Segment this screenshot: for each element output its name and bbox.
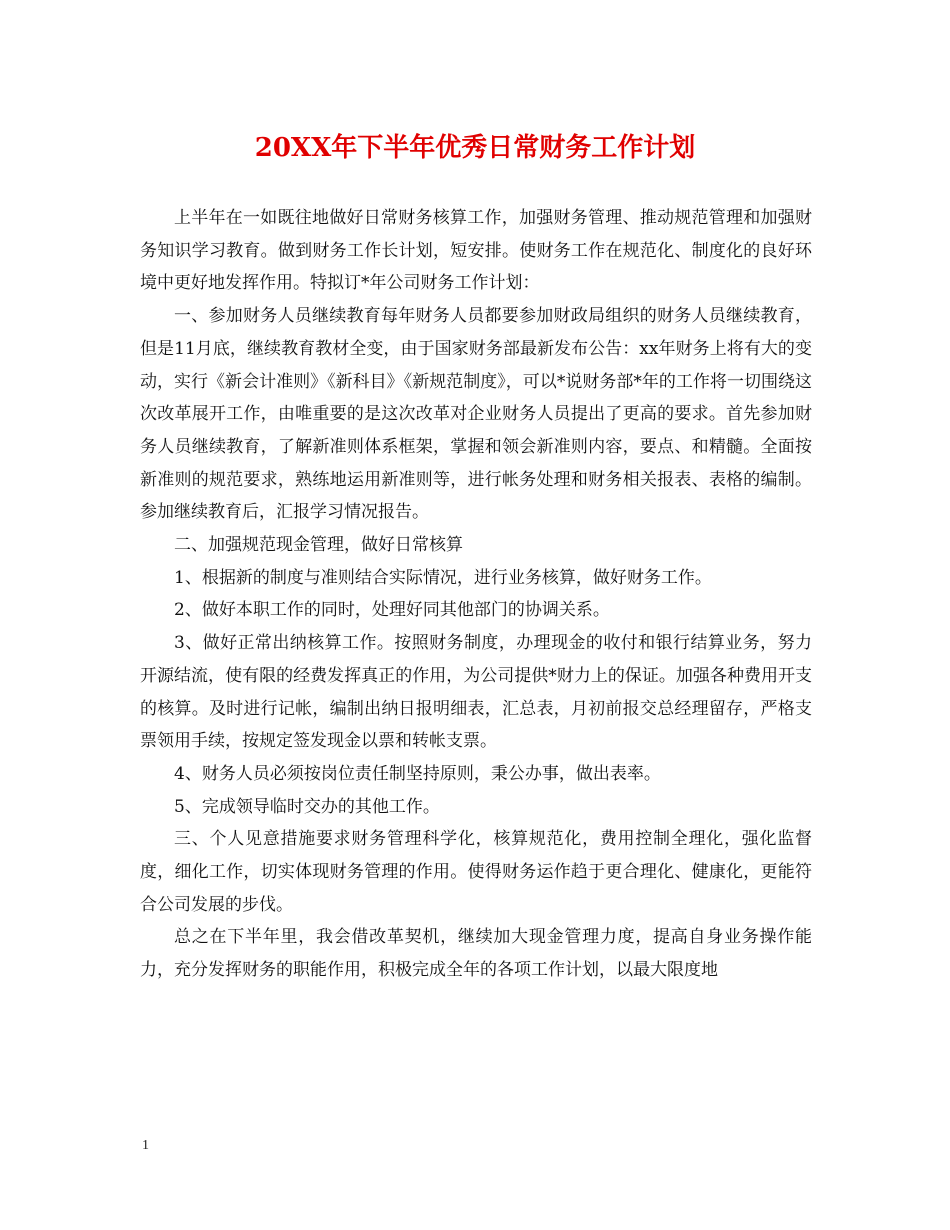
document-body [140,202,812,987]
paragraph-section-two-heading: 二、加强规范现金管理，做好日常核算 [174,535,463,556]
paragraph-item-3: 3、做好正常出纳核算工作。按照财务制度，办理现金的收付和银行结算业务，努力开源结流，使有限的经费发挥真正的作用，为公司提供*财力上的保证。加强各种费用开支的核算。及时进行记帐，编制出纳日报明细表，汇总表，月初前报交总经理留存，严格支票领用手续，按规定签发现金以票和转帐支票。 [140,633,812,752]
paragraph-item-2: 2、做好本职工作的同时，处理好同其他部门的协调关系。 [174,600,610,621]
paragraph-section-three: 三、个人见意措施要求财务管理科学化，核算规范化，费用控制全理化，强化监督度，细化工作，切实体现财务管理的作用。使得财务运作趋于更合理化、健康化，更能符合公司发展的步伐。 [140,829,812,915]
paragraph-item-4: 4、财务人员必须按岗位责任制坚持原则，秉公办事，做出表率。 [174,763,661,784]
paragraph-intro: 上半年在一如既往地做好日常财务核算工作，加强财务管理、推动规范管理和加强财务知识学习教育。做到财务工作长计划，短安排。使财务工作在规范化、制度化的良好环境中更好地发挥作用。特拟订*年公司财务工作计划： [140,208,812,294]
document-title: 20XX年下半年优秀日常财务工作计划 [254,133,696,163]
paragraph-item-5: 5、完成领导临时交办的其他工作。 [174,796,440,817]
paragraph-section-one: 一、参加财务人员继续教育每年财务人员都要参加财政局组织的财务人员继续教育，但是11月底，继续教育教材全变，由于国家财务部最新发布公告：xx年财务上将有大的变动，实行《新会计准则》《新科目》《新规范制度》，可以*说财务部*年的工作将一切围绕这次改革展开工作，由唯重要的是这次改革对企业财务人员提出了更高的要求。首先参加财务人员继续教育，了解新准则体系框架，掌握和领会新准则内容，要点、和精髓。全面按新准则的规范要求，熟练地运用新准则等，进行帐务处理和财务相关报表、表格的编制。参加继续教育后，汇报学习情况报告。 [140,306,812,523]
page-number: 1 [142,1138,149,1153]
paragraph-item-1: 1、根据新的制度与准则结合实际情况，进行业务核算，做好财务工作。 [174,567,712,588]
paragraph-conclusion: 总之在下半年里，我会借改革契机，继续加大现金管理力度，提高自身业务操作能力，充分发挥财务的职能作用，积极完成全年的各项工作计划，以最大限度地 [140,927,812,981]
